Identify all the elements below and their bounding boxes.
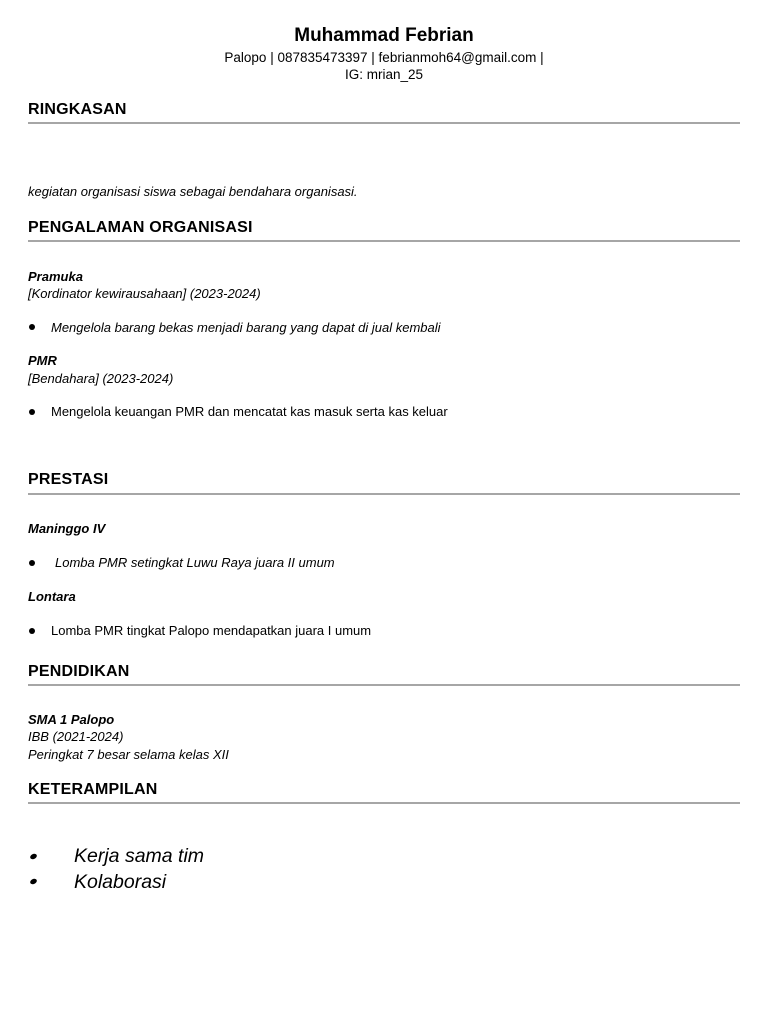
section-title-summary: RINGKASAN <box>28 101 127 118</box>
skill-item: Kolaborasi <box>74 871 167 893</box>
achievement-detail: Lomba PMR setingkat Luwu Raya juara II umum <box>55 555 335 570</box>
school-note: Peringkat 7 besar selama kelas XII <box>28 747 229 762</box>
section-divider <box>28 240 740 242</box>
bullet-icon <box>29 853 37 860</box>
summary-text: kegiatan organisasi siswa sebagai bendahara organisasi. <box>28 184 358 199</box>
org-name: Pramuka <box>28 269 83 284</box>
org-role: [Bendahara] (2023-2024) <box>28 371 174 386</box>
contact-line: Palopo | 087835473397 | febrianmoh64@gmail.com | <box>224 50 544 65</box>
skill-item: Kerja sama tim <box>74 845 205 867</box>
section-title-education: PENDIDIKAN <box>28 663 130 680</box>
achievement-detail: Lomba PMR tingkat Palopo mendapatkan juara I umum <box>51 623 372 638</box>
bullet-icon <box>29 878 37 885</box>
section-divider <box>28 122 740 124</box>
school-program: IBB (2021-2024) <box>28 729 124 744</box>
section-divider <box>28 493 740 495</box>
bullet-icon <box>29 409 35 415</box>
achievement-event: Lontara <box>28 589 76 604</box>
bullet-icon <box>29 628 35 634</box>
bullet-icon <box>29 324 35 330</box>
org-role: [Kordinator kewirausahaan] (2023-2024) <box>28 286 261 301</box>
resume-name: Muhammad Febrian <box>294 25 474 46</box>
org-duty: Mengelola barang bekas menjadi barang yang dapat di jual kembali <box>51 320 441 335</box>
section-divider <box>28 684 740 686</box>
section-title-organization: PENGALAMAN ORGANISASI <box>28 219 253 236</box>
section-title-skills: KETERAMPILAN <box>28 781 158 798</box>
org-duty: Mengelola keuangan PMR dan mencatat kas masuk serta kas keluar <box>51 404 448 419</box>
section-title-achievements: PRESTASI <box>28 471 109 488</box>
achievement-event: Maninggo IV <box>28 521 106 536</box>
section-divider <box>28 802 740 804</box>
bullet-icon <box>29 560 35 566</box>
school-name: SMA 1 Palopo <box>28 712 115 727</box>
social-handle: IG: mrian_25 <box>344 67 424 82</box>
org-name: PMR <box>28 353 57 368</box>
